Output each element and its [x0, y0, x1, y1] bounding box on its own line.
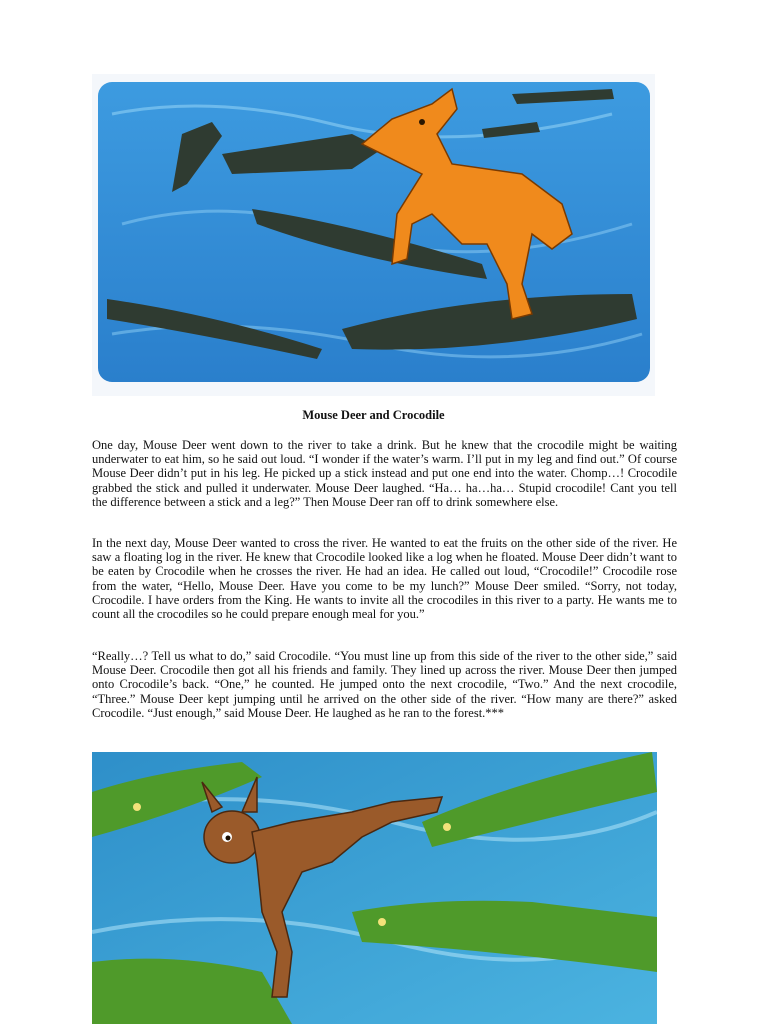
story-title: Mouse Deer and Crocodile — [302, 408, 445, 422]
paragraph-3: “Really…? Tell us what to do,” said Crocodile. “You must line up from this side of the river to the other side,” said Mouse Deer. Crocodile then got all his friends and family. They lined up across the river. Mouse Deer then jumped onto Crocodile’s back. “One,” he counted. He jumped onto the next crocodile, “Two.” And the next crocodile, “Three.” Mouse Deer kept jumping until he arrived on the other side of the river. “How many are there?” asked Crocodile. “Just enough,” said Mouse Deer. He laughed as he ran to the forest.*** — [92, 649, 677, 720]
cartoon-mouse-deer-jumping-icon — [92, 752, 657, 1024]
bottom-illustration — [92, 752, 657, 1024]
top-illustration — [92, 74, 655, 396]
paragraph-2: In the next day, Mouse Deer wanted to cross the river. He wanted to eat the fruits on the other side of the river. He saw a floating log in the river. He knew that Crocodile looked like a log when he floated. Mouse Deer didn’t want to be eaten by Crocodile when he crosses the river. He had an idea. He called out loud, “Crocodile!” Crocodile rose from the water, “Hello, Mouse Deer. Have you come to be my lunch?” Mouse Deer smiled. “Sorry, not today, Crocodile. I have orders from the King. He wants to invite all the crocodiles in this river to a party. He wants me to count all the crocodiles so he could prepare enough meal for you.” — [92, 536, 677, 622]
mouse-deer-on-crocodiles-icon — [92, 74, 655, 396]
paragraph-1: One day, Mouse Deer went down to the river to take a drink. But he knew that the crocodile might be waiting underwater to eat him, so he said out loud. “I wonder if the water’s warm. I’ll put in my leg and find out.” Of course Mouse Deer didn’t put in his leg. He picked up a stick instead and put one end into the water. Chomp…! Crocodile grabbed the stick and pulled it underwater. Mouse Deer laughed. “Ha… ha…ha… Stupid crocodile! Cant you tell the difference between a stick and a leg?” Then Mouse Deer ran off to drink somewhere else. — [92, 438, 677, 509]
